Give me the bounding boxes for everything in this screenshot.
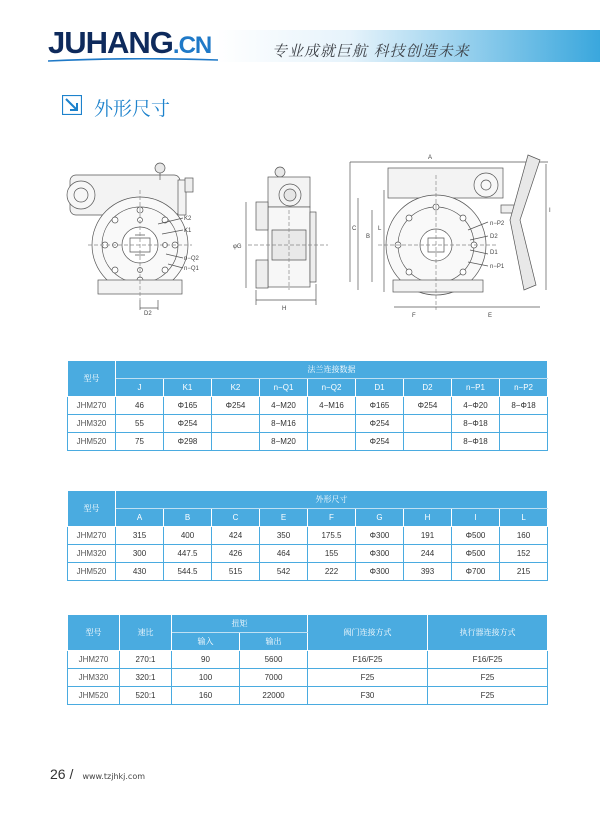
col-header: K2	[212, 379, 260, 397]
table-cell: Φ254	[356, 433, 404, 451]
col-header: A	[116, 509, 164, 527]
table-cell: Φ500	[452, 545, 500, 563]
table-cell	[404, 433, 452, 451]
logo-swoosh	[48, 58, 218, 62]
table-row	[68, 433, 548, 451]
table-cell: 393	[404, 563, 452, 581]
website-link[interactable]: www.tzjhkj.com	[82, 772, 146, 781]
table-cell: 191	[404, 527, 452, 545]
table-cell: 55	[116, 415, 164, 433]
actuator-cell: F25	[428, 669, 548, 687]
col-header: I	[452, 509, 500, 527]
label-a: A	[428, 155, 433, 161]
table-cell	[500, 415, 548, 433]
front-view	[67, 163, 193, 310]
table-cell: 300	[116, 545, 164, 563]
label-d2: D2	[144, 311, 152, 317]
table-row	[68, 527, 548, 545]
col-header: n−P1	[452, 379, 500, 397]
table-cell: 8−Φ18	[452, 415, 500, 433]
ratio-torque-table	[67, 614, 548, 705]
section-title: 外形尺寸	[94, 98, 171, 120]
table-row	[68, 651, 548, 669]
table-cell: 447.5	[164, 545, 212, 563]
dimension-drawing	[58, 150, 558, 330]
table-cell: Φ300	[356, 527, 404, 545]
table-cell: 244	[404, 545, 452, 563]
table-cell: 8−Φ18	[500, 397, 548, 415]
label-np1: n−P1	[490, 264, 505, 270]
input-header: 输入	[172, 633, 240, 651]
table-cell: Φ254	[164, 415, 212, 433]
right-view	[350, 155, 548, 310]
label-d1: D1	[490, 250, 498, 256]
col-header: K1	[164, 379, 212, 397]
col-header: n−Q2	[308, 379, 356, 397]
table-cell	[500, 433, 548, 451]
output-cell: 7000	[240, 669, 308, 687]
table-cell: 4−Φ20	[452, 397, 500, 415]
table-row	[68, 545, 548, 563]
table-cell: 424	[212, 527, 260, 545]
table-cell: 544.5	[164, 563, 212, 581]
table-cell: 542	[260, 563, 308, 581]
table-cell: 215	[500, 563, 548, 581]
side-view	[246, 167, 328, 305]
table-cell: 8−M16	[260, 415, 308, 433]
table-cell: 8−M20	[260, 433, 308, 451]
label-phi-g: φG	[233, 244, 242, 250]
table-cell: 315	[116, 527, 164, 545]
table-cell: 464	[260, 545, 308, 563]
col-header: B	[164, 509, 212, 527]
table-row	[68, 397, 548, 415]
label-f: F	[412, 313, 416, 319]
model-header: 型号	[68, 491, 116, 527]
table-cell: 430	[116, 563, 164, 581]
slogan: 专业成就巨航 科技创造未来	[272, 42, 470, 60]
table-cell: Φ300	[356, 563, 404, 581]
table-cell: 160	[500, 527, 548, 545]
input-cell: 160	[172, 687, 240, 705]
col-header: L	[500, 509, 548, 527]
table-cell: Φ700	[452, 563, 500, 581]
table-cell: 75	[116, 433, 164, 451]
label-nq2: n−Q2	[184, 256, 199, 262]
output-cell: 22000	[240, 687, 308, 705]
valve-cell: F25	[308, 669, 428, 687]
table-cell: 175.5	[308, 527, 356, 545]
col-header: n−P2	[500, 379, 548, 397]
output-cell: 5600	[240, 651, 308, 669]
col-header: n−Q1	[260, 379, 308, 397]
table-cell: 152	[500, 545, 548, 563]
table-cell	[308, 415, 356, 433]
outline-dimensions-table	[67, 490, 548, 581]
label-d2-right: D2	[490, 234, 498, 240]
table-cell: 350	[260, 527, 308, 545]
valve-cell: F30	[308, 687, 428, 705]
col-header: J	[116, 379, 164, 397]
label-nq1: n−Q1	[184, 266, 199, 272]
table-cell	[308, 433, 356, 451]
group-header: 法兰连接数据	[116, 361, 548, 379]
table-cell: 400	[164, 527, 212, 545]
col-header: D1	[356, 379, 404, 397]
page-footer	[50, 764, 145, 783]
label-l: L	[378, 226, 382, 232]
table-cell	[212, 433, 260, 451]
table-cell: 426	[212, 545, 260, 563]
table-cell: 155	[308, 545, 356, 563]
actuator-cell: F16/F25	[428, 651, 548, 669]
label-k2: K2	[184, 216, 192, 222]
ratio-cell: 270:1	[120, 651, 172, 669]
model-cell: JHM270	[68, 651, 120, 669]
label-np2: n−P2	[490, 221, 505, 227]
valve-cell: F16/F25	[308, 651, 428, 669]
col-header: C	[212, 509, 260, 527]
page-number: 26 /	[50, 766, 74, 782]
model-header: 型号	[68, 615, 120, 651]
table-cell: Φ254	[356, 415, 404, 433]
label-c: C	[352, 226, 357, 232]
table-cell: Φ500	[452, 527, 500, 545]
label-b: B	[366, 234, 371, 240]
table-cell: 222	[308, 563, 356, 581]
table-cell: Φ254	[404, 397, 452, 415]
model-cell: JHM270	[68, 527, 116, 545]
label-k1: K1	[184, 228, 192, 234]
actuator-connection-header: 执行器连接方式	[428, 615, 548, 651]
model-cell: JHM520	[68, 687, 120, 705]
table-cell: 515	[212, 563, 260, 581]
table-cell: 4−M16	[308, 397, 356, 415]
ratio-cell: 320:1	[120, 669, 172, 687]
logo-suffix-text: .CN	[172, 32, 212, 59]
ratio-cell: 520:1	[120, 687, 172, 705]
label-i: I	[549, 208, 551, 214]
page-header	[0, 0, 600, 72]
table-row	[68, 687, 548, 705]
model-header: 型号	[68, 361, 116, 397]
input-cell: 90	[172, 651, 240, 669]
table-cell: 8−Φ18	[452, 433, 500, 451]
section-arrow-icon	[62, 95, 82, 115]
table-cell: 4−M20	[260, 397, 308, 415]
torque-header: 扭矩	[172, 615, 308, 633]
group-header: 外形尺寸	[116, 491, 548, 509]
table-row	[68, 415, 548, 433]
table-row	[68, 669, 548, 687]
col-header: F	[308, 509, 356, 527]
model-cell: JHM520	[68, 563, 116, 581]
logo-main-text: JUHANG	[48, 25, 173, 60]
col-header: H	[404, 509, 452, 527]
model-cell: JHM270	[68, 397, 116, 415]
flange-data-table	[67, 360, 548, 451]
table-cell: Φ254	[212, 397, 260, 415]
valve-connection-header: 阀门连接方式	[308, 615, 428, 651]
input-cell: 100	[172, 669, 240, 687]
table-cell	[212, 415, 260, 433]
model-cell: JHM320	[68, 669, 120, 687]
table-cell: Φ300	[356, 545, 404, 563]
table-cell: 46	[116, 397, 164, 415]
actuator-cell: F25	[428, 687, 548, 705]
col-header: D2	[404, 379, 452, 397]
label-e: E	[488, 313, 493, 319]
table-cell: Φ298	[164, 433, 212, 451]
col-header: E	[260, 509, 308, 527]
ratio-header: 速比	[120, 615, 172, 651]
label-h: H	[282, 306, 287, 312]
table-cell: Φ165	[356, 397, 404, 415]
table-cell	[404, 415, 452, 433]
model-cell: JHM520	[68, 433, 116, 451]
table-cell: Φ165	[164, 397, 212, 415]
model-cell: JHM320	[68, 545, 116, 563]
col-header: G	[356, 509, 404, 527]
output-header: 输出	[240, 633, 308, 651]
model-cell: JHM320	[68, 415, 116, 433]
table-row	[68, 563, 548, 581]
